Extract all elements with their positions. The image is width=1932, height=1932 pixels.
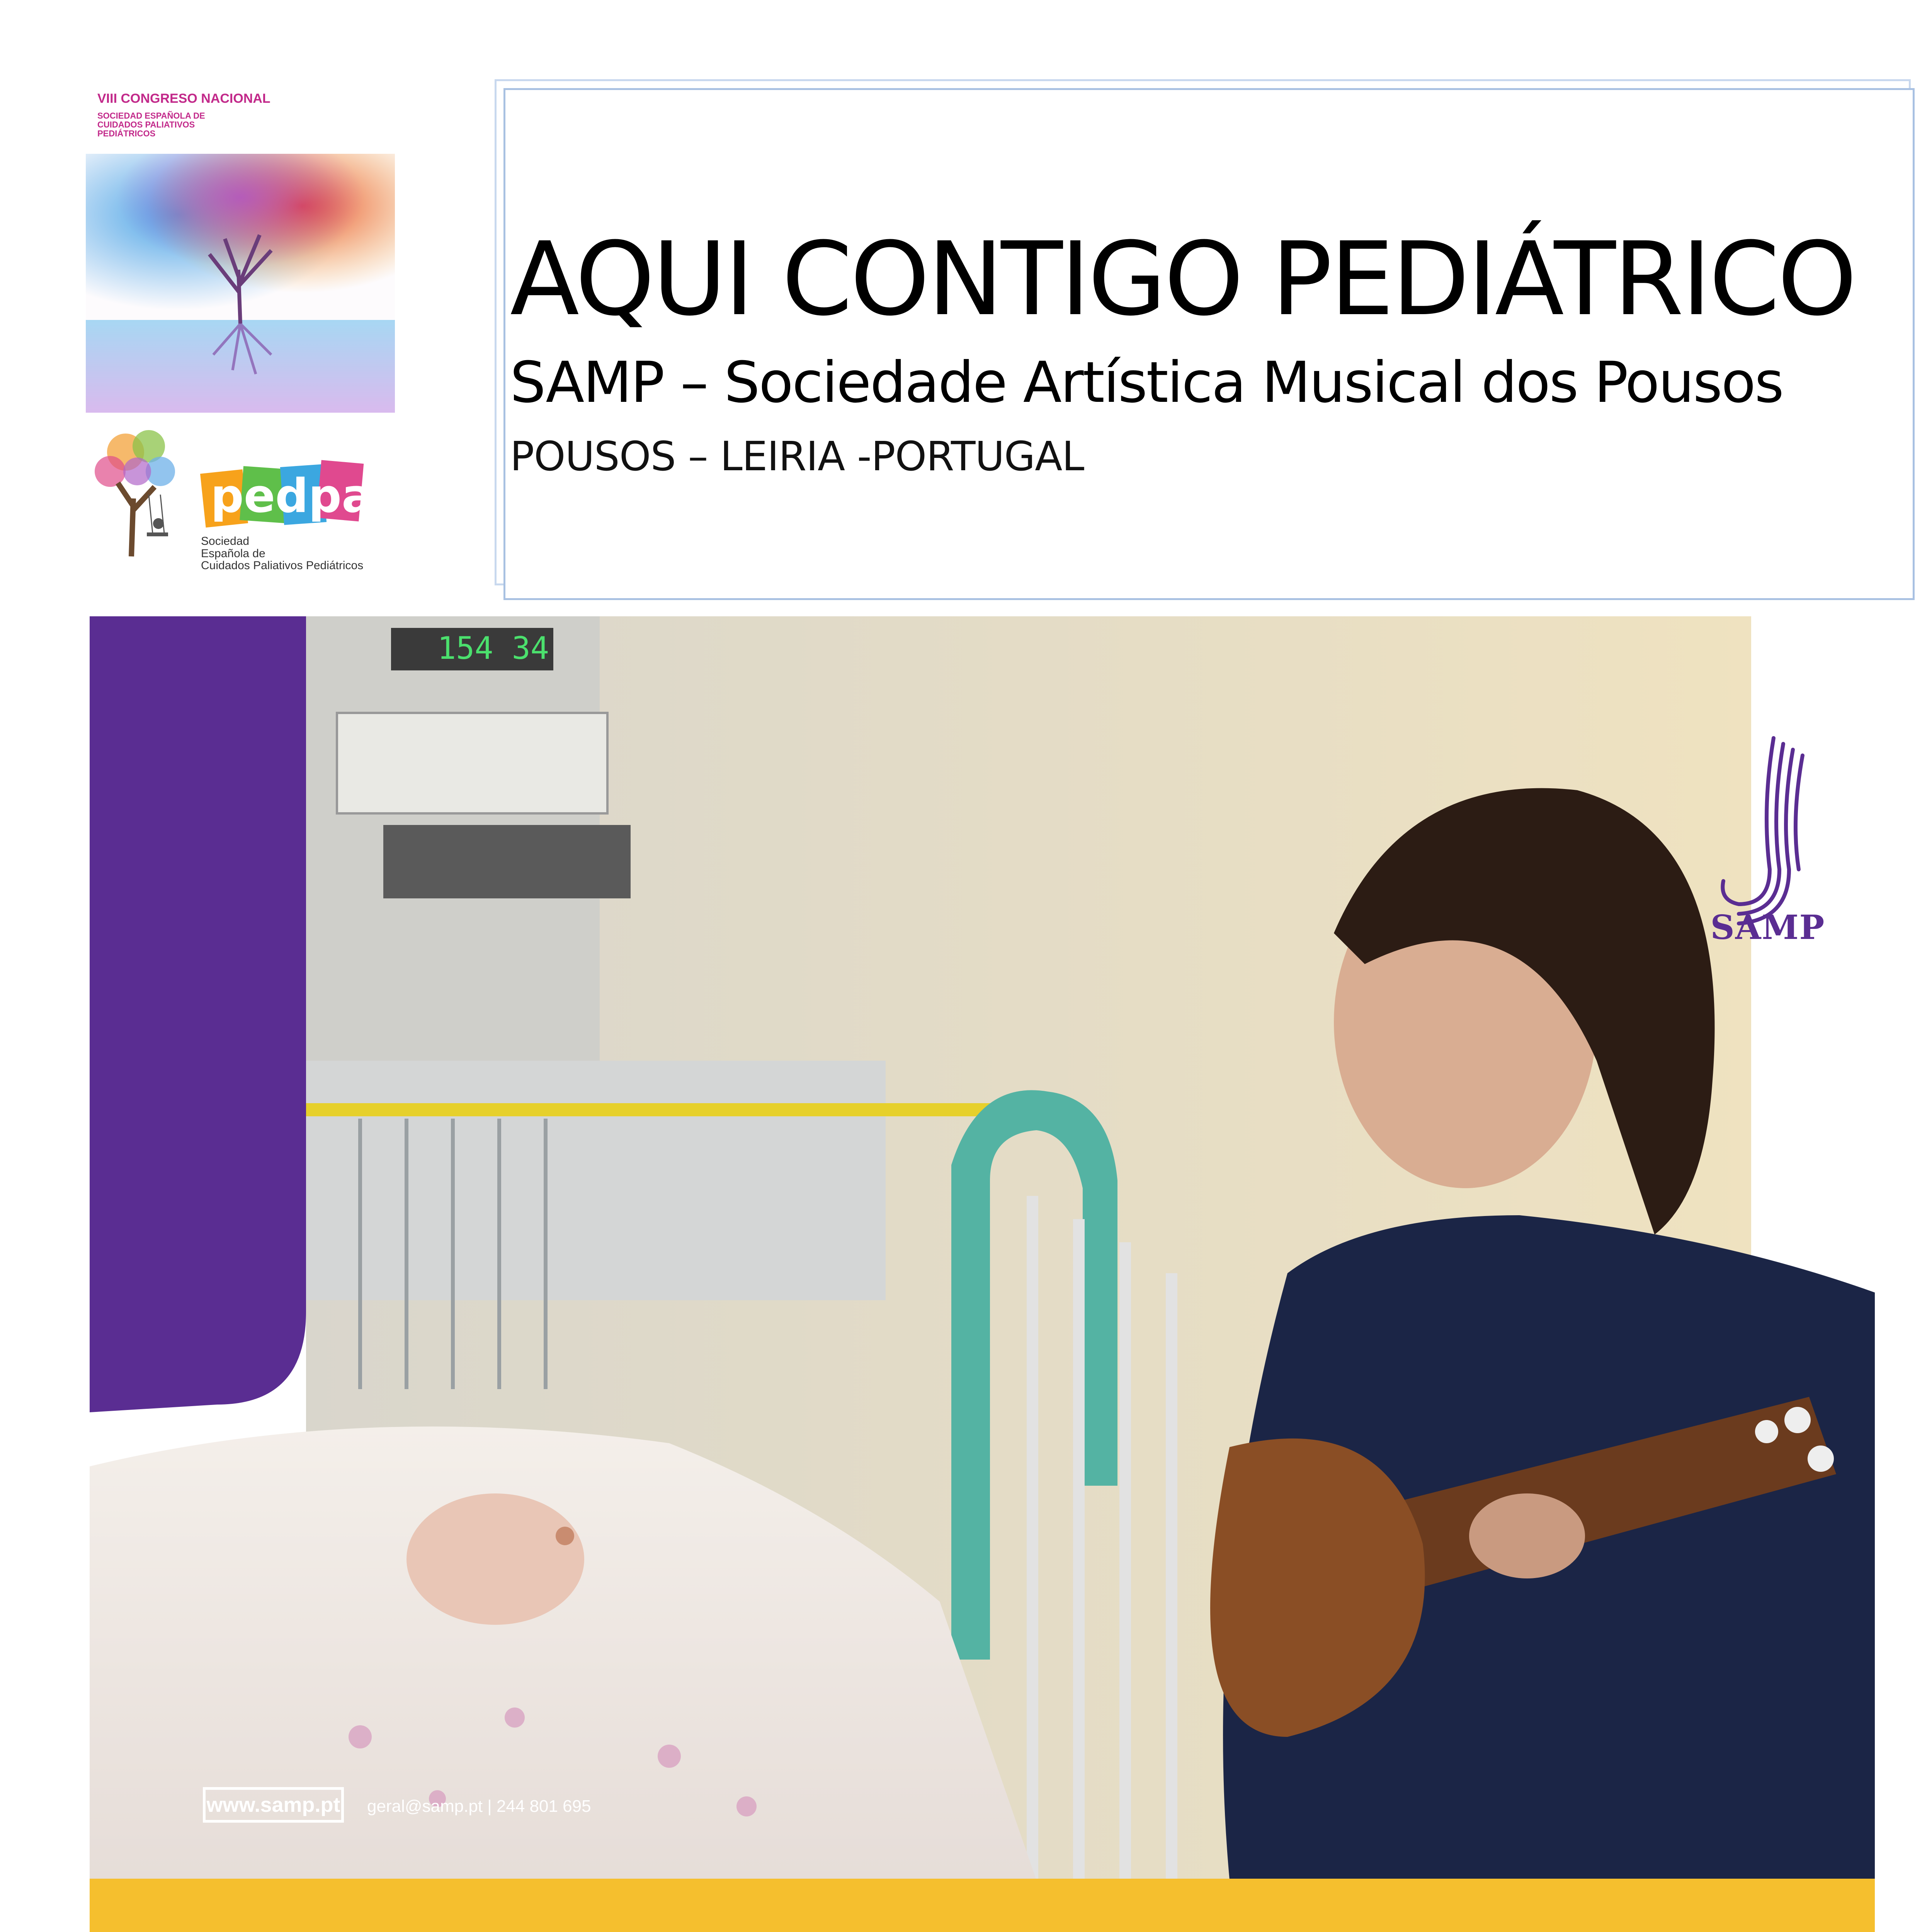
baby-head bbox=[406, 1493, 584, 1625]
congress-logo-subtitle-3: PEDIÁTRICOS bbox=[97, 128, 156, 138]
congress-logo-subtitle-1: SOCIEDAD ESPAÑOLA DE bbox=[97, 111, 205, 121]
contact-info: geral@samp.pt | 244 801 695 bbox=[367, 1797, 591, 1816]
tree-swing-logo bbox=[95, 430, 175, 556]
title-box bbox=[503, 88, 1915, 600]
pedpal-caption-line: Cuidados Paliativos Pediátricos bbox=[201, 559, 364, 572]
monitor-readout: 154 34 bbox=[437, 630, 549, 666]
organization-name: SAMP – Sociedade Artística Musical dos Pousos bbox=[510, 350, 1783, 415]
congress-logo-subtitle-2: CUIDADOS PALIATIVOS bbox=[97, 119, 195, 129]
pedpal-caption-line: Española de bbox=[201, 547, 265, 560]
pedpal-caption-line: Sociedad bbox=[201, 535, 250, 548]
info-panel bbox=[90, 1879, 1875, 1932]
website-link[interactable]: www.samp.pt bbox=[203, 1787, 344, 1823]
congress-logo-title: VIII CONGRESO NACIONAL bbox=[97, 91, 270, 106]
music-therapy-photo bbox=[90, 616, 1875, 1880]
samp-logo-label: SAMP bbox=[1710, 908, 1825, 947]
congress-logo bbox=[86, 69, 395, 413]
svg-text:pedpal: pedpal bbox=[211, 469, 389, 523]
musician-hand bbox=[1469, 1493, 1585, 1578]
purple-band bbox=[90, 616, 306, 1412]
pedpal-caption bbox=[201, 535, 363, 572]
pedpal-logo bbox=[200, 460, 389, 527]
organization-location: POUSOS – LEIRIA -PORTUGAL bbox=[510, 433, 1084, 480]
page-title: AQUI CONTIGO PEDIÁTRICO bbox=[510, 220, 1855, 338]
watercolor-tree-illustration bbox=[86, 154, 395, 413]
